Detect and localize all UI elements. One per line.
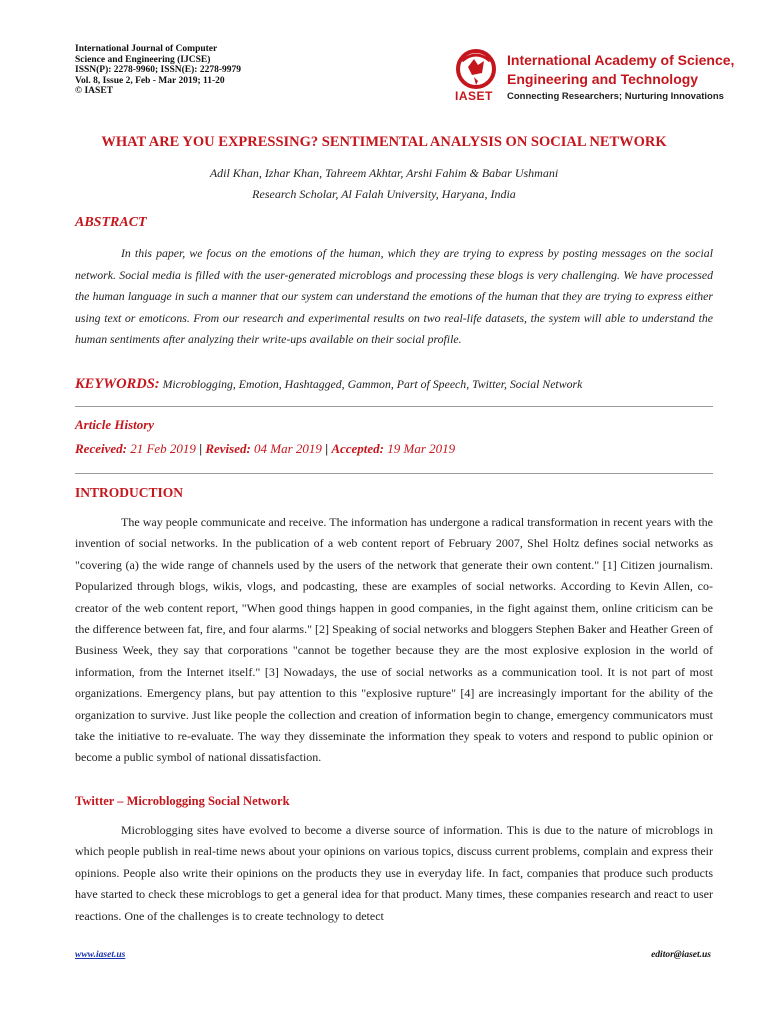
journal-volume: Vol. 8, Issue 2, Feb - Mar 2019; 11-20: [75, 75, 225, 86]
history-separator: |: [199, 441, 203, 456]
accepted-date: 19 Mar 2019: [387, 441, 456, 456]
logo-name-line1: International Academy of Science,: [507, 52, 735, 68]
journal-issn: ISSN(P): 2278-9960; ISSN(E): 2278-9979: [75, 65, 241, 75]
journal-name-line1: International Journal of Computer: [75, 44, 218, 54]
keywords-list: Microblogging, Emotion, Hashtagged, Gammon, Part of Speech, Twitter, Social Network: [162, 377, 583, 391]
logo-name-line2: Engineering and Technology: [507, 71, 699, 87]
keywords-label: KEYWORDS:: [75, 376, 160, 392]
history-separator: |: [325, 441, 329, 456]
journal-info: [75, 44, 241, 97]
article-history-heading: Article History: [75, 417, 155, 432]
website-link[interactable]: www.iaset.us: [75, 950, 126, 960]
journal-copyright: © IASET: [75, 86, 113, 96]
twitter-section-paragraph: Microblogging sites have evolved to become a diverse source of information. This is due to the nature of microblogs in which people publish in real-time news about your opinions on various topics, discuss current problems, complain and express their opinions. People also write their opinions on the products they use in everyday life. In fact, companies that produce such products have started to check these microblogs to get a general idea for that product. Many times, these companies research and react to user reactions. One of the challenges is to create technology to detect: [75, 823, 713, 923]
article-history-dates: [75, 441, 455, 457]
journal-name-line2: Science and Engineering (IJCSE): [75, 54, 211, 65]
accepted-label: Accepted:: [331, 441, 385, 456]
abstract-text: In this paper, we focus on the emotions of the human, which they are trying to express by posting messages on the social network. Social media is filled with the user-generated microblogs and processing these blogs is very challenging. We have processed the human language in such a manner that our system can understand the emotions of the human that they are trying to express either using text or emoticons. From our research and experimental results on two real-life datasets, the system will able to understand the human sentiments after analyzing their write-ups available on their social profile.: [75, 246, 713, 346]
revised-date: 04 Mar 2019: [254, 441, 322, 456]
logo-tagline: Connecting Researchers; Nurturing Innovations: [507, 91, 724, 102]
editor-email: editor@iaset.us: [651, 950, 711, 960]
introduction-paragraph: The way people communicate and receive. The information has undergone a radical transformation in recent years with the invention of social networks. In the publication of a web content report of February 2007, Shel Holtz defines social networks as "covering (a) the wide range of channels used by the users of the network that generate their own content." [1] Citizen journalism. Popularized through blogs, wikis, vlogs, and podcasting, these are examples of social networks. According to Kevin Allen, co-creator of the web content report, "When good things happen in good companies, in the fight against them, online criticism can be the difference between fat, fire, and four alarms." [2] Speaking of social networks and bloggers Stephen Baker and Heather Green of Business Week, they say that corporations "cannot be together because they are the most explosive explosion in the world of information, from the Internet itself." [3] Nowadays, the use of social networks as a communication tool. It is not part of most organizations. Emergency plans, but pay attention to this "explosive rupture" [4] are increasingly important for the ability of the organization to survive. Just like people the collection and creation of information begin to change, emergency communicators must take the initiative to re-evaluate. The way they disseminate the information they speak to voters and respond to public opinion or become a public symbol of national dissatisfaction.: [75, 515, 713, 765]
received-date: 21 Feb 2019: [130, 441, 196, 456]
abstract-heading: ABSTRACT: [75, 215, 147, 230]
revised-label: Revised:: [205, 441, 251, 456]
logo-abbreviation: IASET: [455, 89, 493, 103]
received-label: Received:: [75, 441, 127, 456]
author-affiliation: Research Scholar, Al Falah University, Haryana, India: [252, 187, 516, 201]
divider-bottom: [75, 473, 713, 474]
paper-title: WHAT ARE YOU EXPRESSING? SENTIMENTAL ANALYSIS ON SOCIAL NETWORK: [101, 134, 667, 150]
twitter-section-heading: Twitter – Microblogging Social Network: [75, 794, 290, 808]
keywords: [75, 376, 715, 393]
divider-top: [75, 406, 713, 407]
introduction-heading: INTRODUCTION: [75, 485, 184, 500]
paper-authors: Adil Khan, Izhar Khan, Tahreem Akhtar, Arshi Fahim & Babar Ushmani: [209, 166, 559, 180]
iaset-logo: [452, 47, 735, 107]
